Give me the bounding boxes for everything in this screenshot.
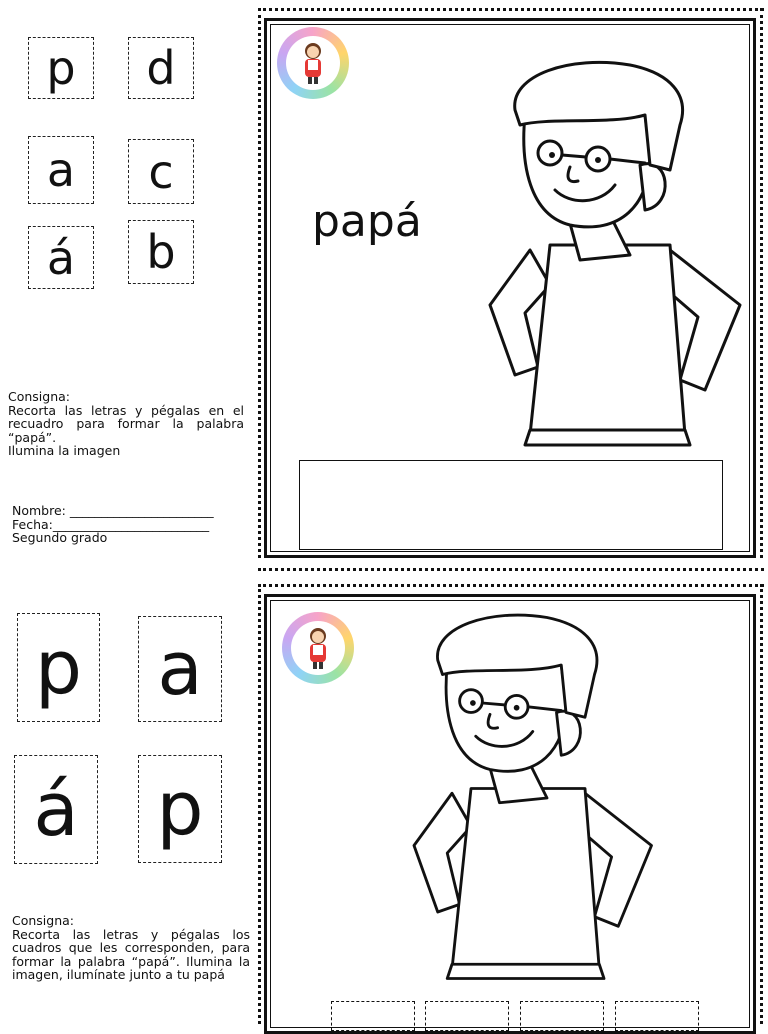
answer-box[interactable] bbox=[299, 460, 723, 550]
date-field-label: Fecha:_________________________ bbox=[12, 516, 210, 532]
instructions-block bbox=[8, 390, 244, 458]
letter-text: d bbox=[146, 41, 176, 95]
frame-right-border bbox=[760, 8, 767, 558]
student-form bbox=[12, 504, 252, 545]
letter-text: á bbox=[33, 766, 79, 853]
cutout-letter-b bbox=[128, 220, 194, 284]
target-word: papá bbox=[312, 196, 422, 247]
letter-text: c bbox=[148, 144, 174, 199]
cutout-letter-a bbox=[138, 616, 222, 722]
answer-slot-4[interactable] bbox=[615, 1001, 699, 1031]
cutout-letter-a-accent bbox=[28, 226, 94, 289]
sheet-separator bbox=[258, 568, 764, 575]
letter-text: p bbox=[35, 624, 82, 711]
sheet2-top-border bbox=[258, 584, 764, 591]
cutout-letter-a-accent bbox=[14, 755, 98, 864]
frame-top-border bbox=[258, 8, 764, 15]
instructions-line2: Ilumina la imagen bbox=[8, 443, 121, 458]
cutout-letter-d bbox=[128, 37, 194, 99]
school-logo-icon bbox=[282, 612, 354, 684]
letter-text: a bbox=[46, 143, 76, 197]
father-illustration-icon bbox=[470, 55, 750, 455]
letter-text: p bbox=[46, 41, 76, 95]
answer-slot-3[interactable] bbox=[520, 1001, 604, 1031]
instructions-heading: Consigna: bbox=[12, 913, 75, 928]
cutout-letter-c bbox=[128, 139, 194, 204]
name-field-label: Nombre: _______________________ bbox=[12, 503, 214, 518]
frame-right-border bbox=[760, 584, 767, 1024]
answer-slot-1[interactable] bbox=[331, 1001, 415, 1031]
instructions-body: Recorta las letras y pégalas los cuadros que les corresponden, para formar la palabra “papá”. Ilumina la imagen, ilumínate junto a tu papá bbox=[12, 926, 250, 982]
instructions-block bbox=[12, 914, 250, 982]
instructions-heading: Consigna: bbox=[8, 389, 71, 404]
grade-label: Segundo grado bbox=[12, 530, 108, 545]
letter-text: b bbox=[146, 225, 176, 279]
letter-text: á bbox=[46, 230, 76, 285]
instructions-body: Recorta las letras y pégalas en el recuadro para formar la palabra “papá”. bbox=[8, 402, 244, 445]
cutout-letter-p bbox=[17, 613, 100, 722]
school-logo-icon bbox=[277, 27, 349, 99]
letter-text: a bbox=[157, 626, 203, 712]
cutout-letter-p-second bbox=[138, 755, 222, 863]
answer-slot-2[interactable] bbox=[425, 1001, 509, 1031]
father-illustration-icon bbox=[393, 608, 663, 988]
cutout-letter-a bbox=[28, 136, 94, 204]
cutout-letter-p bbox=[28, 37, 94, 99]
letter-text: p bbox=[156, 766, 204, 852]
